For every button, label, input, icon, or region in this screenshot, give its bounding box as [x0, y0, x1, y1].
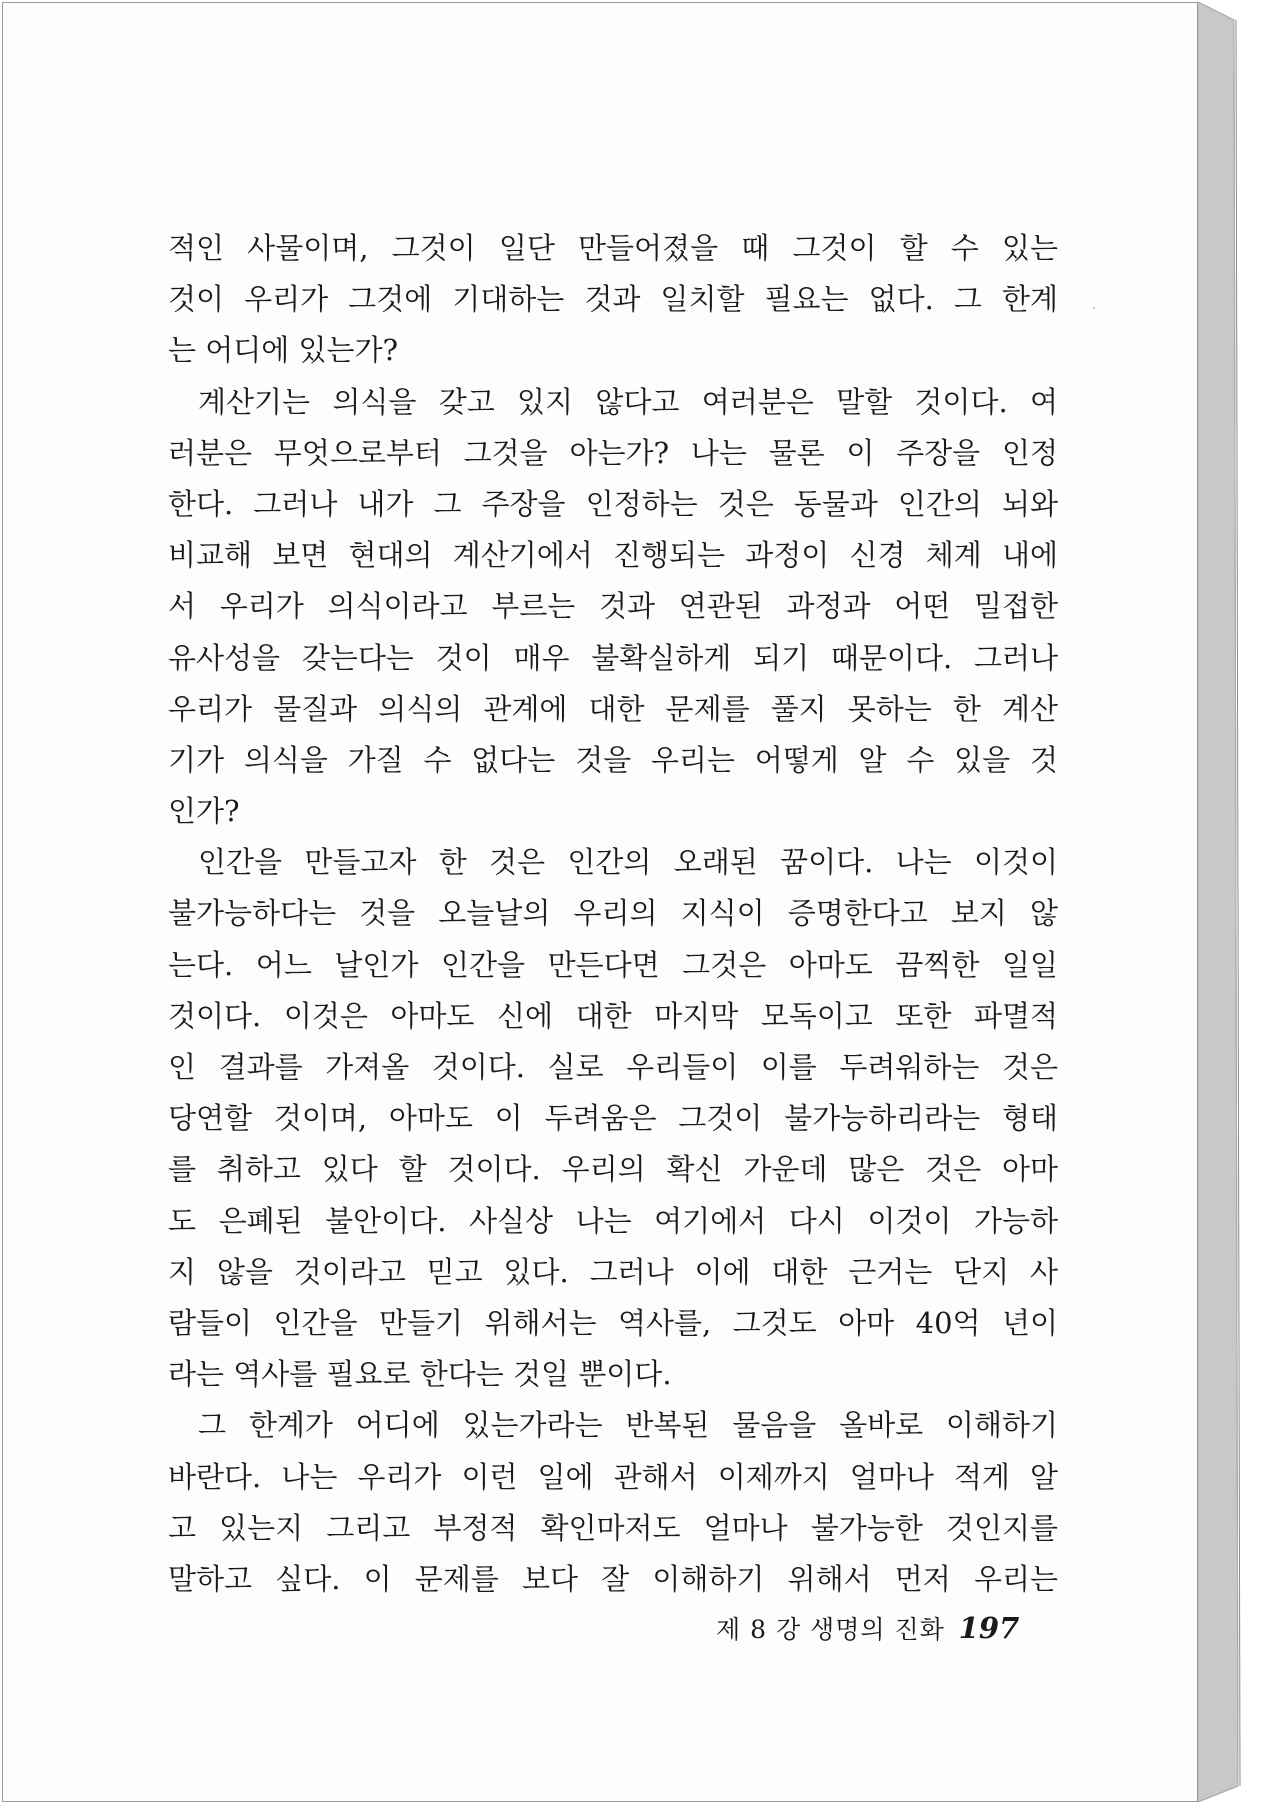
text-line: 바란다. 나는 우리가 이런 일에 관해서 이제까지 얼마나 적게 알 — [168, 1459, 1058, 1494]
text-line: 는 어디에 있는가? — [168, 333, 399, 368]
book-page-edges — [1198, 2, 1242, 1802]
text-line: 기가 의식을 가질 수 없다는 것을 우리는 어떻게 알 수 있을 것 — [168, 742, 1058, 777]
text-line: 당연할 것이며, 아마도 이 두려움은 그것이 불가능하리라는 형태 — [168, 1101, 1058, 1136]
text-line: 우리가 물질과 의식의 관계에 대한 문제를 풀지 못하는 한 계산 — [168, 691, 1058, 726]
text-line: 말하고 싶다. 이 문제를 보다 잘 이해하기 위해서 먼저 우리는 — [168, 1561, 1058, 1596]
text-lines — [168, 223, 1058, 1605]
text-line: 람들이 인간을 만들기 위해서는 역사를, 그것도 아마 40억 년이 — [168, 1305, 1058, 1340]
text-line: 를 취하고 있다 할 것이다. 우리의 확신 가운데 많은 것은 아마 — [168, 1152, 1058, 1187]
text-line: 것이다. 이것은 아마도 신에 대한 마지막 모독이고 또한 파멸적 — [168, 998, 1058, 1033]
text-line: 고 있는지 그리고 부정적 확인마저도 얼마나 불가능한 것인지를 — [168, 1510, 1058, 1545]
text-line: 비교해 보면 현대의 계산기에서 진행되는 과정이 신경 체계 내에 — [168, 538, 1058, 573]
body-text — [168, 223, 1058, 1605]
text-line: 인가? — [168, 794, 240, 829]
text-line: 그 한계가 어디에 있는가라는 반복된 물음을 올바로 이해하기 — [198, 1408, 1058, 1443]
text-line: 적인 사물이며, 그것이 일단 만들어졌을 때 그것이 할 수 있는 — [168, 231, 1058, 265]
book-edge-graphic — [1198, 2, 1242, 1802]
text-line: 한다. 그러나 내가 그 주장을 인정하는 것은 동물과 인간의 뇌와 — [168, 486, 1058, 521]
page-number: 197 — [958, 1611, 1020, 1645]
running-head: 제 8 강 생명의 진화 — [716, 1615, 945, 1644]
text-line: 지 않을 것이라고 믿고 있다. 그러나 이에 대한 근거는 단지 사 — [168, 1254, 1058, 1289]
text-line: 러분은 무엇으로부터 그것을 아는가? 나는 물론 이 주장을 인정 — [168, 435, 1058, 470]
text-line: 인간을 만들고자 한 것은 인간의 오래된 꿈이다. 나는 이것이 — [198, 845, 1058, 880]
text-line: 도 은폐된 불안이다. 사실상 나는 여기에서 다시 이것이 가능하 — [168, 1203, 1058, 1238]
text-line: 것이 우리가 그것에 기대하는 것과 일치할 필요는 없다. 그 한계 — [168, 282, 1058, 317]
text-line: 라는 역사를 필요로 한다는 것일 뿐이다. — [168, 1357, 672, 1392]
page-footer — [716, 1610, 1036, 1650]
text-line: 계산기는 의식을 갖고 있지 않다고 여러분은 말할 것이다. 여 — [198, 384, 1058, 419]
text-line: 불가능하다는 것을 오늘날의 우리의 지식이 증명한다고 보지 않 — [168, 896, 1058, 931]
text-line: 인 결과를 가져올 것이다. 실로 우리들이 이를 두려워하는 것은 — [168, 1050, 1058, 1084]
text-line: 서 우리가 의식이라고 부르는 것과 연관된 과정과 어떤 밀접한 — [168, 589, 1058, 624]
text-line: 유사성을 갖는다는 것이 매우 불확실하게 되기 때문이다. 그러나 — [168, 640, 1058, 675]
scan-speck — [1093, 307, 1095, 309]
text-line: 는다. 어느 날인가 인간을 만든다면 그것은 아마도 끔찍한 일일 — [168, 947, 1058, 982]
